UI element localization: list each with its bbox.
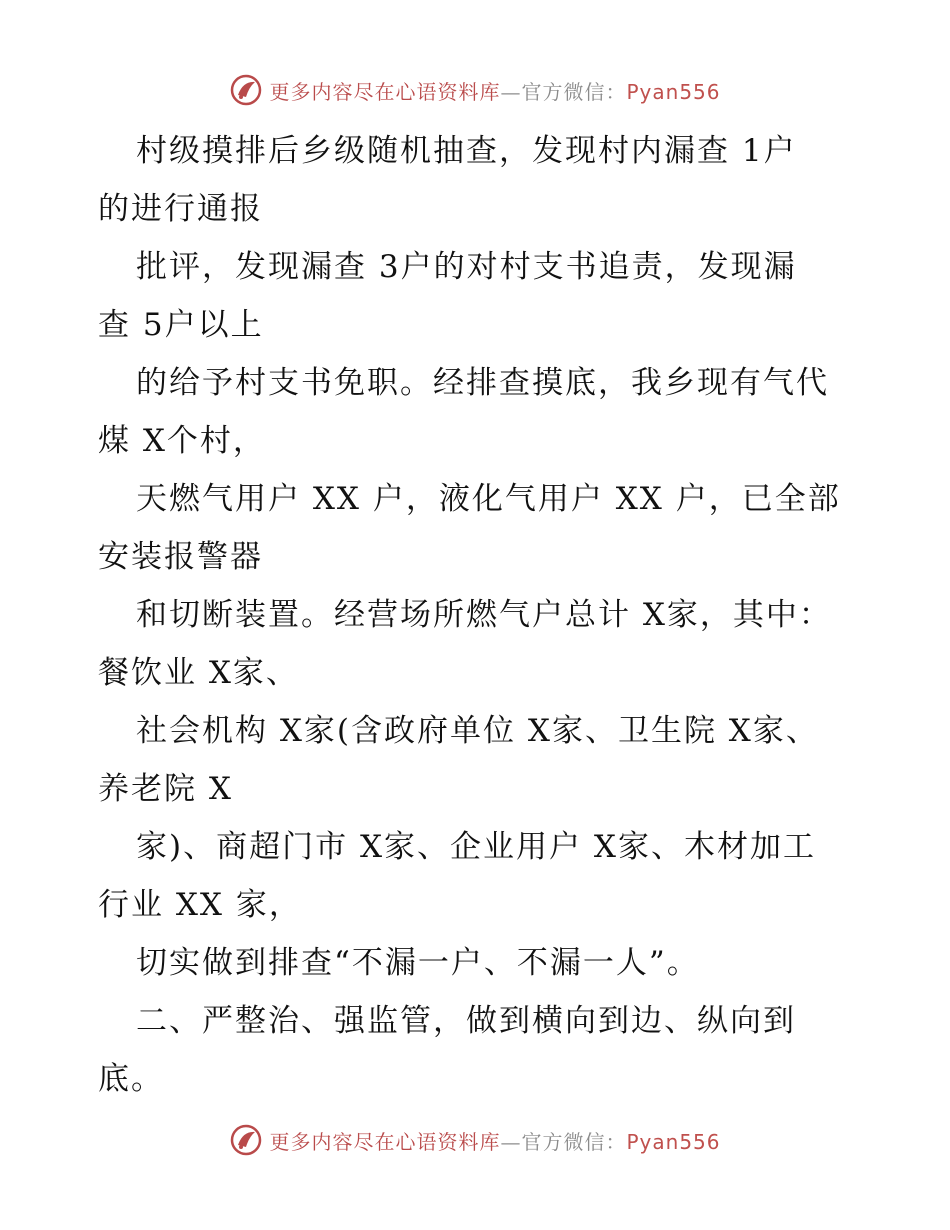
- watermark-label: 官方微信：: [521, 1129, 627, 1154]
- text-line: 家)、商超门市 X家、企业用户 X家、木材加工: [136, 829, 816, 865]
- header-watermark: [0, 70, 950, 110]
- text-line: 的进行通报: [98, 191, 263, 227]
- watermark-brand: 更多内容尽在心语资料库: [269, 79, 501, 104]
- text-line: 底。: [98, 1061, 164, 1097]
- watermark-label: 官方微信：: [521, 79, 627, 104]
- watermark-dash: —: [500, 79, 522, 104]
- watermark-id: Pyan556: [626, 1129, 721, 1154]
- text-line: 行业 XX 家，: [98, 887, 302, 923]
- text-line: 餐饮业 X家、: [98, 655, 299, 691]
- text-line: 批评，发现漏查 3户的对村支书追责，发现漏: [136, 249, 797, 285]
- document-body: [98, 122, 858, 1108]
- watermark-logo-icon: [229, 1123, 263, 1157]
- watermark-id: Pyan556: [626, 79, 721, 104]
- watermark-dash: —: [500, 1129, 522, 1154]
- text-line: 养老院 X: [98, 771, 233, 807]
- text-line: 查 5户以上: [98, 307, 264, 343]
- text-line: 社会机构 X家(含政府单位 X家、卫生院 X家、: [136, 713, 819, 749]
- text-line: 二、严整治、强监管，做到横向到边、纵向到: [136, 1003, 796, 1039]
- watermark-logo-icon: [229, 73, 263, 107]
- text-line: 切实做到排查“不漏一户、不漏一人”。: [136, 945, 700, 981]
- footer-watermark: [0, 1120, 950, 1160]
- watermark-text: [269, 76, 720, 105]
- text-line: 天燃气用户 XX 户，液化气用户 XX 户，已全部: [136, 481, 841, 517]
- watermark-brand: 更多内容尽在心语资料库: [269, 1129, 501, 1154]
- text-line: 村级摸排后乡级随机抽查，发现村内漏查 1户: [136, 133, 797, 169]
- text-line: 的给予村支书免职。经排查摸底，我乡现有气代: [136, 365, 829, 401]
- text-line: 和切断装置。经营场所燃气户总计 X家，其中：: [136, 597, 832, 633]
- text-line: 煤 X个村，: [98, 423, 266, 459]
- watermark-text: [269, 1126, 720, 1155]
- text-line: 安装报警器: [98, 539, 263, 575]
